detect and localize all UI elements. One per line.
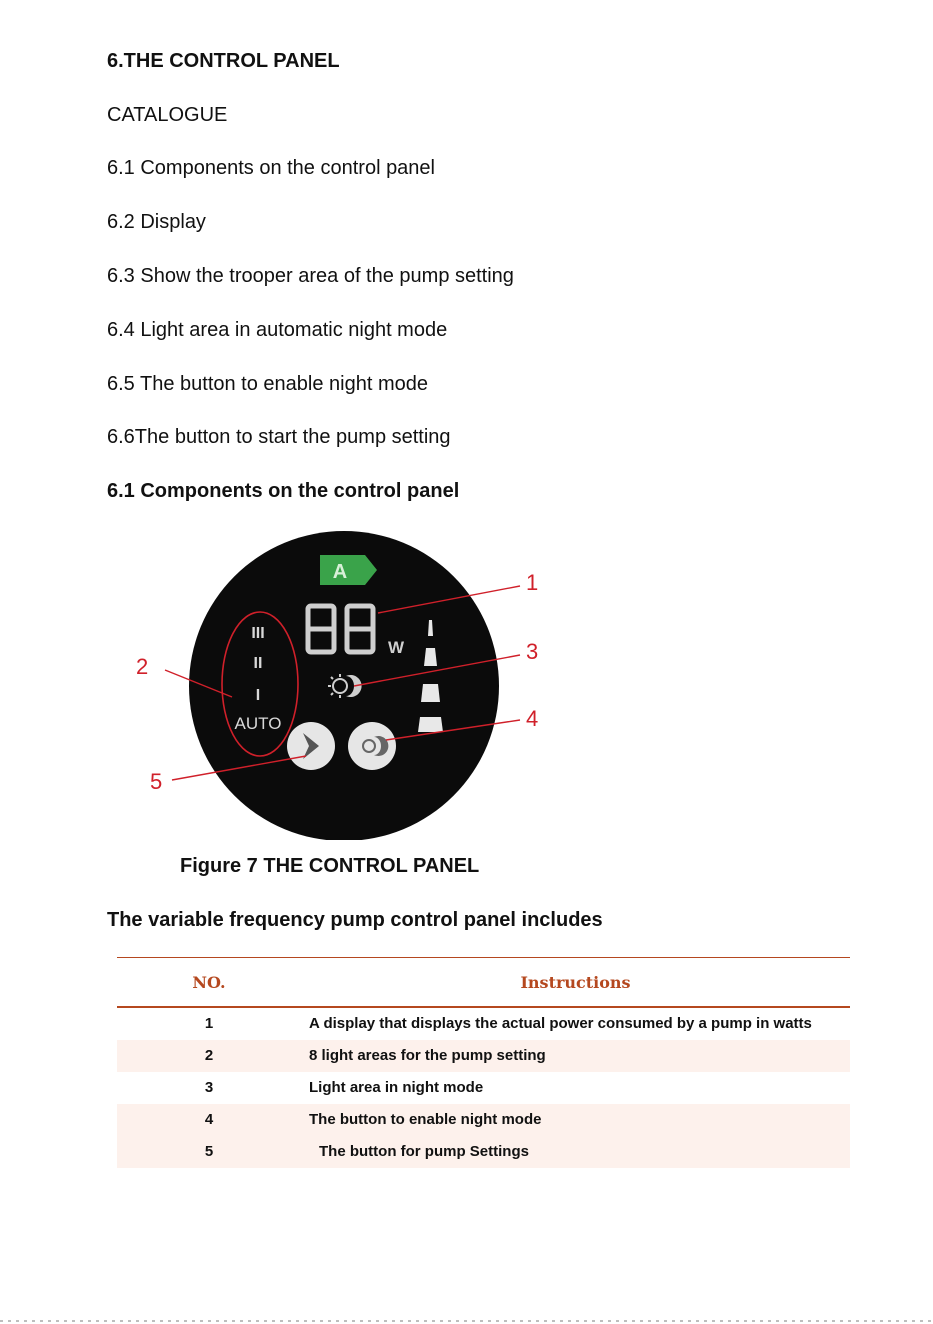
table-row: [117, 1040, 850, 1072]
night-mode-button[interactable]: [348, 722, 396, 770]
row-instruction: The button to enable night mode: [301, 1104, 850, 1136]
row-number: 1: [204, 1015, 214, 1032]
table-row: [117, 1072, 850, 1104]
row-number: 4: [117, 1104, 301, 1136]
energy-badge-label: A: [332, 561, 348, 583]
figure-caption: Figure 7 THE CONTROL PANEL: [180, 855, 480, 877]
row-instruction: Light area in night mode: [309, 1079, 484, 1096]
catalogue-item: 6.1 Components on the control panel: [107, 157, 435, 179]
chapter-heading: 6.THE CONTROL PANEL: [107, 50, 340, 72]
section-heading: 6.1 Components on the control panel: [107, 480, 460, 502]
header-no: NO.: [117, 958, 301, 1008]
row-instruction: 8 light areas for the pump setting: [301, 1040, 850, 1072]
callout-4: 4: [526, 706, 539, 731]
row-number: 5: [117, 1136, 301, 1168]
row-instruction: The button for pump Settings: [301, 1136, 850, 1168]
catalogue-item: 6.3 Show the trooper area of the pump setting: [107, 265, 514, 287]
catalogue-item: 6.2 Display: [107, 211, 206, 233]
row-number: 2: [117, 1040, 301, 1072]
power-unit-label: W: [387, 638, 405, 657]
auto-label: AUTO: [234, 714, 282, 733]
callout-2: 2: [136, 654, 149, 679]
table-row: [117, 1104, 850, 1136]
row-instruction: A display that displays the actual power consumed by a pump in watts: [309, 1015, 812, 1032]
energy-badge-icon: [320, 555, 377, 585]
footer-rule: [0, 1320, 933, 1322]
catalogue-item: 6.6The button to start the pump setting: [107, 426, 451, 448]
speed-level-3: III: [251, 625, 265, 642]
catalogue-item: 6.5 The button to enable night mode: [107, 373, 428, 395]
table-row: [117, 1136, 850, 1168]
speed-level-1: I: [255, 687, 261, 704]
callout-5: 5: [150, 769, 163, 794]
catalogue-title: CATALOGUE: [107, 104, 228, 126]
table-intro: The variable frequency pump control panel includes: [107, 909, 603, 931]
header-instructions: Instructions: [301, 958, 850, 1008]
callout-1: 1: [526, 570, 539, 595]
table-row: [117, 1007, 850, 1040]
speed-level-2: II: [253, 655, 263, 672]
control-panel-figure: [120, 520, 560, 840]
callout-3: 3: [526, 639, 539, 664]
row-number: 3: [204, 1079, 214, 1096]
catalogue-item: 6.4 Light area in automatic night mode: [107, 319, 448, 341]
instructions-table: [117, 957, 850, 1168]
